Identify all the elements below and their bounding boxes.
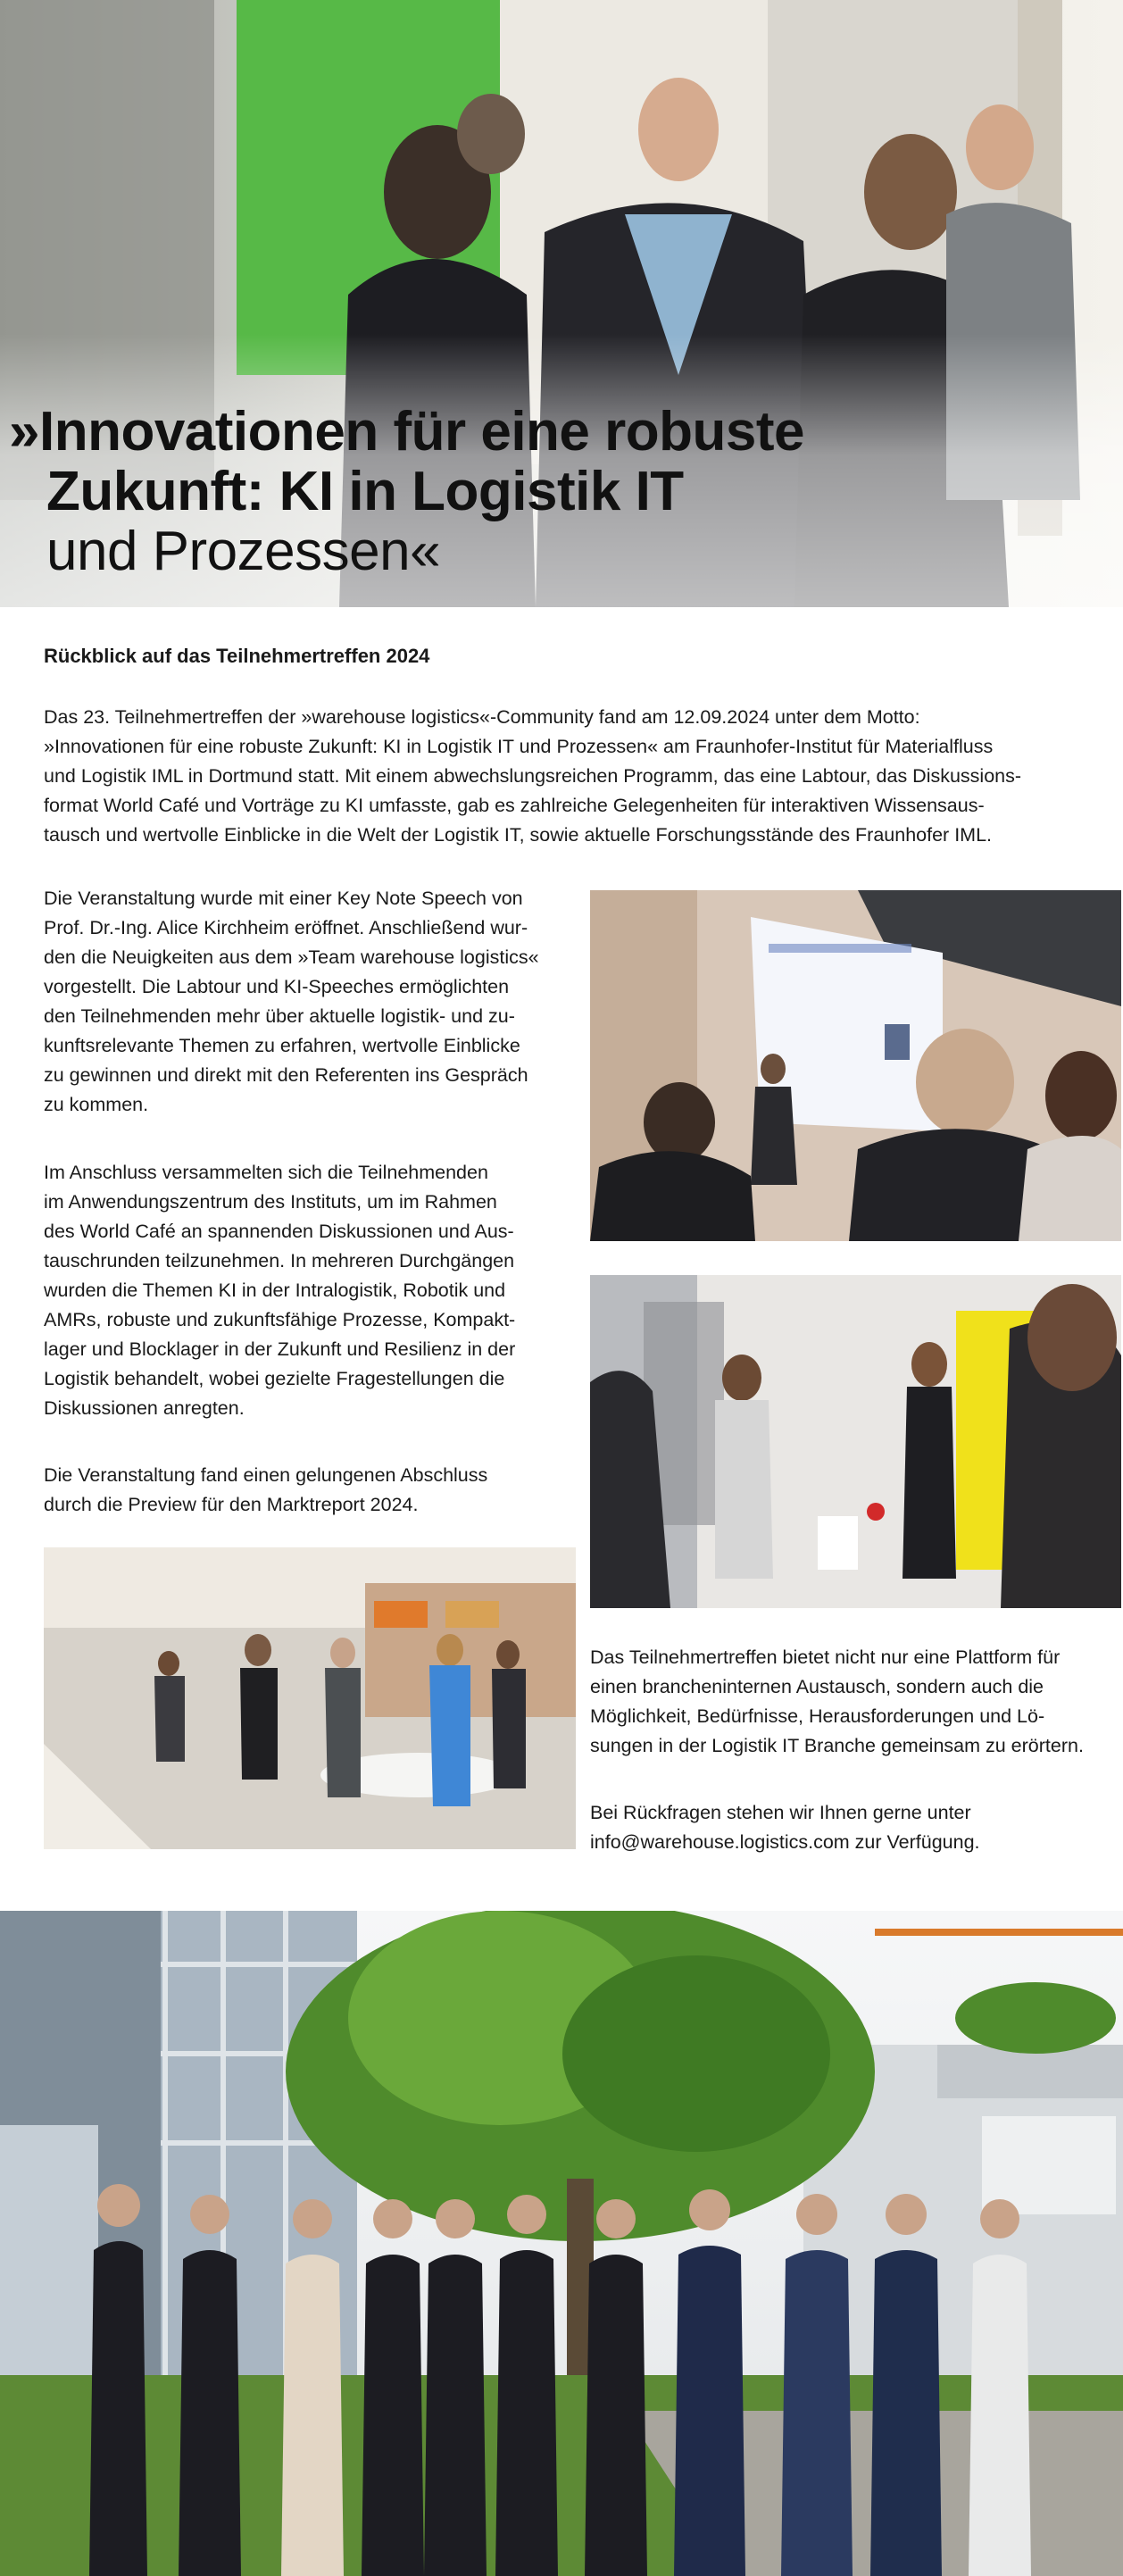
- paragraph-line: Das Teilnehmertreffen bietet nicht nur eine Plattform für: [590, 1646, 1061, 1668]
- contact-paragraph: [590, 1798, 1121, 1857]
- platform-paragraph: [590, 1643, 1121, 1761]
- paragraph-line: Diskussionen anregten.: [44, 1397, 245, 1419]
- hero-title-line-2: Zukunft: KI in Logistik IT: [46, 461, 684, 522]
- paragraph-line: zu kommen.: [44, 1094, 149, 1115]
- worldcafe-paragraph: [44, 1158, 576, 1423]
- paragraph-line: Möglichkeit, Bedürfnisse, Herausforderungen und Lö-: [590, 1705, 1045, 1727]
- paragraph-line: Logistik behandelt, wobei gezielte Fragestellungen die: [44, 1368, 505, 1389]
- paragraph-line: Prof. Dr.-Ing. Alice Kirchheim eröffnet. Anschließend wur-: [44, 917, 528, 938]
- intro-line: tausch und wertvolle Einblicke in die Welt der Logistik IT, sowie aktuelle Forschungsstände des Fraunhofer IML.: [44, 824, 993, 846]
- paragraph-line: sungen in der Logistik IT Branche gemeinsam zu erörtern.: [590, 1735, 1084, 1756]
- intro-line: »Innovationen für eine robuste Zukunft: KI in Logistik IT und Prozessen« am Fraunhofer-Institut für Materialfluss: [44, 736, 994, 757]
- paragraph-line: vorgestellt. Die Labtour und KI-Speeches ermöglichten: [44, 976, 510, 997]
- group-photo-participants: [0, 1911, 1123, 2576]
- paragraph-line: lager und Blocklager in der Zukunft und Resilienz in der: [44, 1338, 516, 1360]
- intro-line: und Logistik IML in Dortmund statt. Mit einem abwechslungsreichen Programm, das eine Labtour, das Diskussions-: [44, 765, 1022, 787]
- intro-paragraph: [44, 703, 1122, 850]
- paragraph-line: den die Neuigkeiten aus dem »Team warehouse logistics«: [44, 946, 539, 968]
- labtour-photo: [590, 1275, 1121, 1608]
- paragraph-line: Die Veranstaltung wurde mit einer Key Note Speech von: [44, 888, 523, 909]
- paragraph-line: im Anwendungszentrum des Instituts, um im Rahmen: [44, 1191, 497, 1213]
- paragraph-line: des World Café an spannenden Diskussionen und Aus-: [44, 1221, 514, 1242]
- paragraph-line: durch die Preview für den Marktreport 2024.: [44, 1494, 419, 1515]
- paragraph-line: wurden die Themen KI in der Intralogistik, Robotik und: [44, 1280, 506, 1301]
- hero-title: [9, 402, 937, 581]
- intro-line: format World Café und Vorträge zu KI umfasste, gab es zahlreiche Gelegenheiten für interaktiven Wissensaus-: [44, 795, 985, 816]
- worldcafe-hall-photo: [44, 1547, 576, 1849]
- closing-paragraph: [44, 1461, 576, 1520]
- paragraph-line: Die Veranstaltung fand einen gelungenen Abschluss: [44, 1464, 488, 1486]
- paragraph-line: den Teilnehmenden mehr über aktuelle logistik- und zu-: [44, 1005, 515, 1027]
- paragraph-line: zu gewinnen und direkt mit den Referenten ins Gespräch: [44, 1064, 528, 1086]
- paragraph-line: Im Anschluss versammelten sich die Teilnehmenden: [44, 1162, 488, 1183]
- group-photo: [0, 1911, 1123, 2576]
- paragraph-line: tauschrunden teilzunehmen. In mehreren Durchgängen: [44, 1250, 515, 1271]
- hero-title-line-1: »Innovationen für eine robuste: [9, 401, 804, 463]
- keynote-paragraph: [44, 884, 576, 1120]
- paragraph-line: einen brancheninternen Austausch, sondern auch die: [590, 1676, 1044, 1697]
- keynote-photo: [590, 890, 1121, 1241]
- intro-line: Das 23. Teilnehmertreffen der »warehouse logistics«-Community fand am 12.09.2024 unter dem Motto:: [44, 706, 920, 728]
- hero-title-line-3: und Prozessen«: [46, 521, 441, 582]
- paragraph-line: AMRs, robuste und zukunftsfähige Prozesse, Kompakt-: [44, 1309, 516, 1330]
- worldcafe-photo: [44, 1547, 576, 1849]
- paragraph-line: Bei Rückfragen stehen wir Ihnen gerne unter: [590, 1802, 971, 1823]
- contact-email-line: info@warehouse.logistics.com zur Verfügung.: [590, 1831, 980, 1853]
- article-subheading: Rückblick auf das Teilnehmertreffen 2024: [44, 645, 430, 667]
- keynote-speech-photo: [590, 890, 1121, 1241]
- labtour-presentation-photo: [590, 1275, 1121, 1608]
- paragraph-line: kunftsrelevante Themen zu erfahren, wertvolle Einblicke: [44, 1035, 520, 1056]
